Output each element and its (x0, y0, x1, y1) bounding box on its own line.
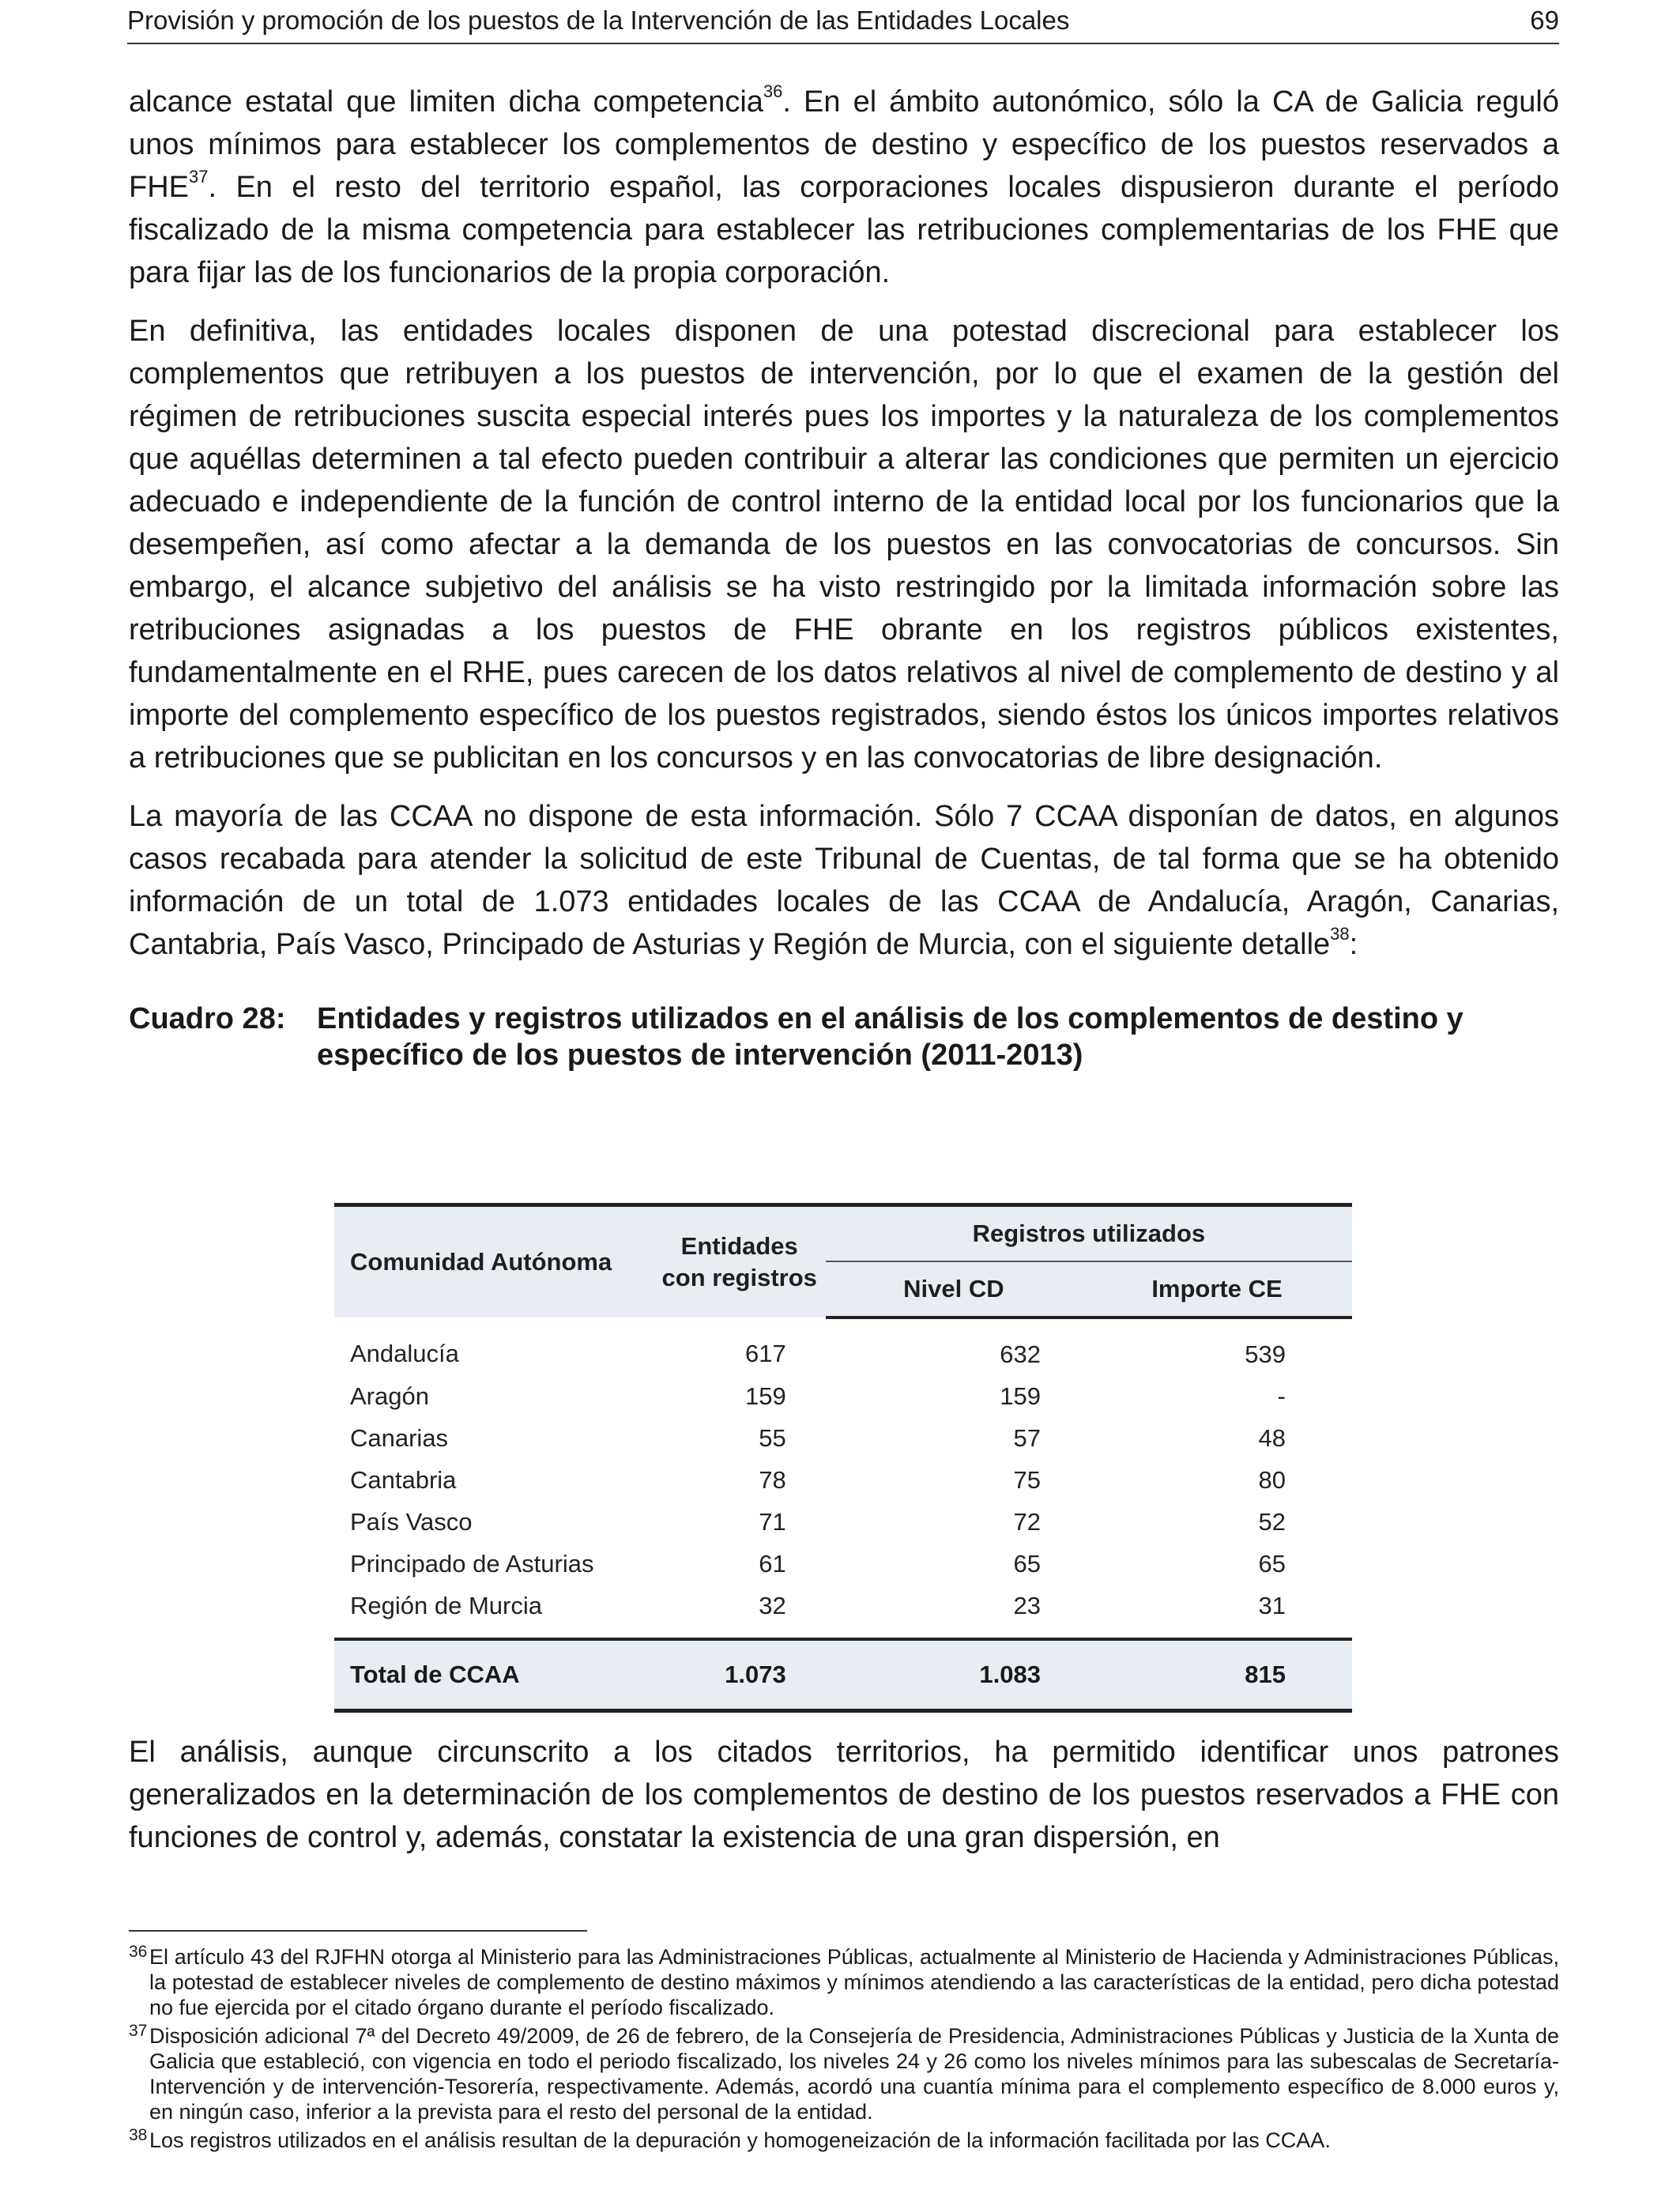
page-header (127, 6, 1559, 44)
header-entidades-line-1: Entidades (680, 1232, 798, 1260)
paragraph-3-part-a: La mayoría de las CCAA no dispone de esta información. Sólo 7 CCAA disponían de datos, en algunos casos recabada para atender la solicitud de este Tribunal de Cuentas, de tal forma que se ha obtenido información de un total de 1.073 entidades locales de las CCAA de Andalucía, Aragón, Canarias, Cantabria, País Vasco, Principado de Asturias y Región de Murcia, con el siguiente detalle (129, 800, 1559, 961)
paragraph-3-part-b: : (1349, 928, 1358, 961)
row-name: Andalucía (350, 1339, 459, 1367)
footnote-text: Disposición adicional 7ª del Decreto 49/2009, de 26 de febrero, de la Consejería de Presidencia, Administraciones Públicas y Justicia de la Xunta de Galicia que estableció, con vigencia en todo el periodo fiscalizado, los niveles 24 y 26 como los niveles mínimos para las subescalas de Secretaría-Intervención y de intervención-Tesorería, respectivamente. Además, acordó una cuantía mínima para el complemento específico de 8.000 euros y, en ningún caso, inferior a la prevista para el resto del personal de la entidad. (149, 2024, 1559, 2124)
row-nivel-cd: 23 (1013, 1591, 1041, 1619)
footnote-number: 38 (129, 2126, 148, 2144)
header-entidades-line-2: con registros (661, 1264, 817, 1291)
data-table (334, 1203, 1352, 1713)
row-entidades: 55 (759, 1423, 786, 1452)
footnote-separator (129, 1930, 587, 1932)
footnote-text: Los registros utilizados en el análisis resultan de la depuración y homogeneización de la información facilitada por las CCAA. (149, 2128, 1331, 2152)
page-number: 69 (1530, 6, 1559, 35)
total-importe-ce: 815 (1082, 1639, 1352, 1711)
row-entidades: 32 (759, 1591, 786, 1619)
paragraph-4: El análisis, aunque circunscrito a los citados territorios, ha permitido identificar unos patrones generalizados en la determinación de los complementos de destino de los puestos reservados a FHE con funciones de control y, además, constatar la existencia de una gran dispersión, en (129, 1736, 1559, 1854)
row-nivel-cd: 632 (1000, 1340, 1041, 1368)
row-importe-ce: 65 (1258, 1549, 1286, 1578)
table-body (334, 1318, 1352, 1639)
table-row (334, 1543, 1352, 1585)
row-name: País Vasco (350, 1507, 473, 1536)
row-name: Principado de Asturias (350, 1549, 594, 1578)
footnote-number: 36 (129, 1943, 148, 1961)
row-importe-ce: 31 (1258, 1591, 1286, 1619)
row-name: Aragón (350, 1382, 429, 1410)
row-name: Región de Murcia (350, 1591, 542, 1619)
table-total-row (334, 1639, 1352, 1711)
footnote-37 (129, 2023, 1559, 2124)
caption-label: Cuadro 28: (129, 1002, 286, 1035)
footnote-number: 37 (129, 2022, 148, 2040)
footnote-text: El artículo 43 del RJFHN otorga al Ministerio para las Administraciones Públicas, actualmente al Ministerio de Hacienda y Administraciones Públicas, la potestad de establecer niveles de complemento de destino máximos y mínimos atendiendo a las características de la entidad, pero dicha potestad no fue ejercida por el citado órgano durante el período fiscalizado. (149, 1945, 1559, 2019)
footnotes (129, 1944, 1559, 2156)
table-caption (129, 1001, 1559, 1073)
header-importe-ce: Importe CE (1082, 1261, 1352, 1318)
table-row (334, 1417, 1352, 1459)
footnote-36 (129, 1944, 1559, 2020)
row-importe-ce: 80 (1258, 1465, 1286, 1494)
paragraph-1-part-b: . En el ámbito autonómico, sólo la CA de Galicia reguló unos mínimos para establecer los complementos de destino y específico de los puestos reservados a FHE (129, 85, 1560, 204)
paragraph-1-part-c: . En el resto del territorio español, las corporaciones locales dispusieron durante el período fiscalizado de la misma competencia para establecer las retribuciones complementarias de los FHE que para fijar las de los funcionarios de la propia corporación. (129, 171, 1559, 289)
table-row (334, 1459, 1352, 1501)
paragraph-3 (129, 795, 1559, 966)
header-nivel-cd: Nivel CD (826, 1261, 1082, 1318)
closing-text (129, 1731, 1559, 1875)
paragraph-2: En definitiva, las entidades locales disponen de una potestad discrecional para establecer los complementos que retribuyen a los puestos de intervención, por lo que el examen de la gestión del régimen de retribuciones suscita especial interés pues los importes y la naturaleza de los complementos que aquéllas determinen a tal efecto pueden contribuir a alterar las condiciones que permiten un ejercicio adecuado e independiente de la función de control interno de la entidad local por los funcionarios que la desempeñen, así como afectar a la demanda de los puestos en las convocatorias de concursos. Sin embargo, el alcance subjetivo del análisis se ha visto restringido por la limitada información sobre las retribuciones asignadas a los puestos de FHE obrante en los registros públicos existentes, fundamentalmente en el RHE, pues carecen de los datos relativos al nivel de complemento de destino y al importe del complemento específico de los puestos registrados, siendo éstos los únicos importes relativos a retribuciones que se publicitan en los concursos y en las convocatorias de libre designación. (129, 315, 1559, 775)
header-comunidad: Comunidad Autónoma (334, 1205, 654, 1318)
table-row (334, 1318, 1352, 1375)
row-nivel-cd: 75 (1013, 1465, 1041, 1494)
footnote-ref-37[interactable]: 37 (189, 167, 209, 187)
footnote-ref-36[interactable]: 36 (763, 81, 783, 102)
row-importe-ce: 52 (1258, 1507, 1286, 1536)
total-entidades: 1.073 (654, 1639, 826, 1711)
data-table-container (334, 1203, 1352, 1713)
row-entidades: 61 (759, 1549, 786, 1578)
row-name: Cantabria (350, 1465, 457, 1494)
total-label: Total de CCAA (334, 1639, 654, 1711)
row-nivel-cd: 159 (1000, 1382, 1041, 1410)
row-nivel-cd: 72 (1013, 1507, 1041, 1536)
row-entidades: 617 (744, 1339, 786, 1367)
paragraph-1-part-a: alcance estatal que limiten dicha competencia (129, 85, 763, 119)
row-importe-ce: 539 (1245, 1340, 1286, 1368)
paragraph-1 (129, 81, 1559, 294)
row-entidades: 78 (759, 1465, 786, 1494)
table-row (334, 1375, 1352, 1417)
caption-text: Entidades y registros utilizados en el análisis de los complementos de destino y específico de los puestos de intervención (2011-2013) (317, 1002, 1463, 1072)
row-nivel-cd: 65 (1013, 1549, 1041, 1578)
main-text (129, 81, 1559, 1073)
table-row (334, 1501, 1352, 1543)
header-title: Provisión y promoción de los puestos de la Intervención de las Entidades Locales (127, 6, 1070, 35)
row-entidades: 71 (759, 1507, 786, 1536)
row-importe-ce: 48 (1258, 1423, 1286, 1452)
row-name: Canarias (350, 1423, 449, 1452)
row-importe-ce: - (1277, 1382, 1286, 1410)
footnote-ref-38[interactable]: 38 (1330, 924, 1350, 944)
header-registros: Registros utilizados (826, 1205, 1352, 1262)
table-header-row (334, 1205, 1352, 1262)
header-entidades (654, 1205, 826, 1318)
total-nivel-cd: 1.083 (826, 1639, 1082, 1711)
footnote-38 (129, 2128, 1559, 2153)
table-row (334, 1585, 1352, 1639)
row-nivel-cd: 57 (1013, 1423, 1041, 1452)
row-entidades: 159 (744, 1382, 786, 1410)
